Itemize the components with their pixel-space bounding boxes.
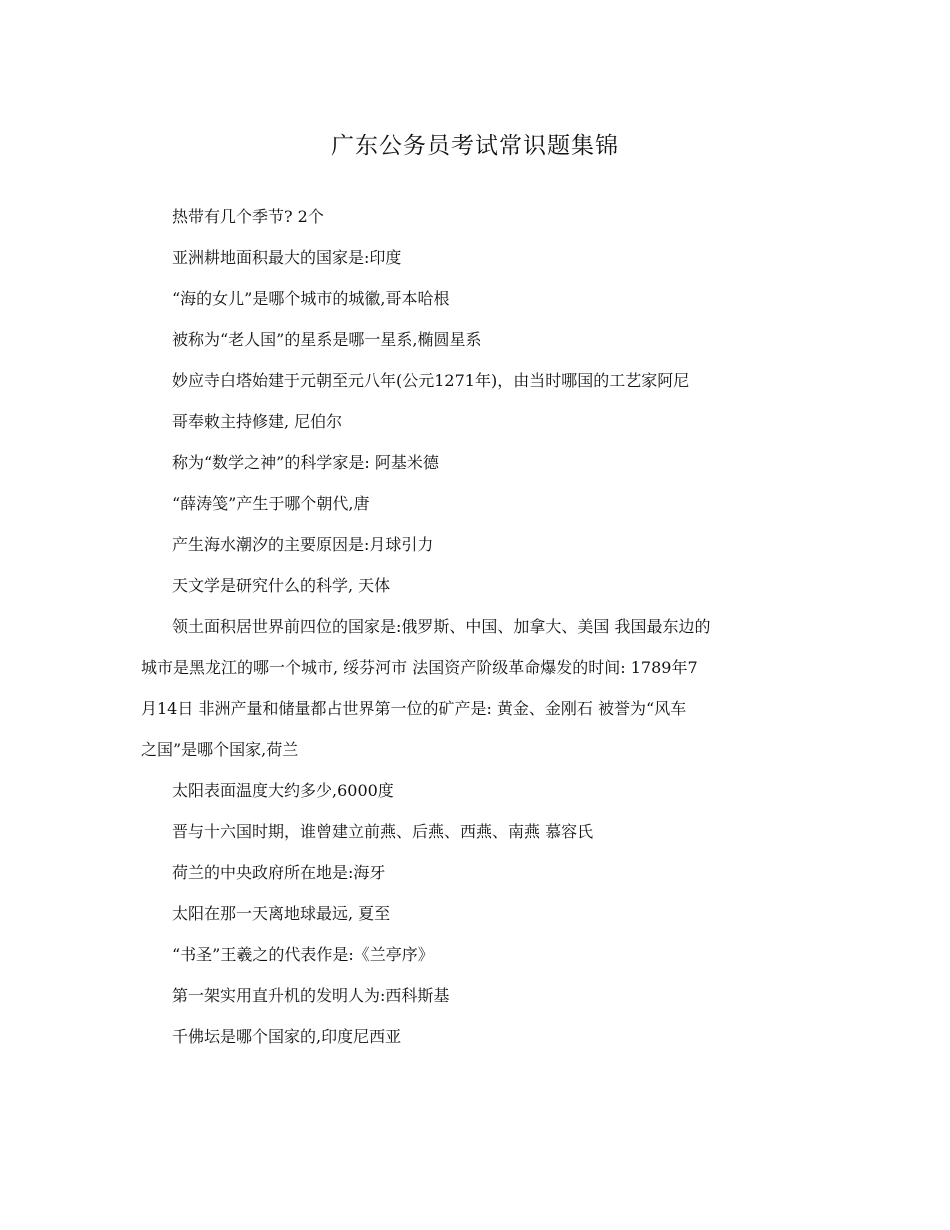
- document-title: 广东公务员考试常识题集锦: [331, 133, 619, 159]
- qa-line: 被称为“老人国”的星系是哪一星系,椭圆星系: [172, 330, 482, 349]
- qa-line: 太阳在那一天离地球最远, 夏至: [172, 904, 391, 923]
- qa-line: 亚洲耕地面积最大的国家是:印度: [172, 248, 402, 267]
- qa-line: 千佛坛是哪个国家的,印度尼西亚: [172, 1027, 402, 1046]
- qa-line: 热带有几个季节? 2个: [172, 207, 324, 226]
- paragraph-line: 城市是黑龙江的哪一个城市, 绥芬河市 法国资产阶级革命爆发的时间: 1789年7: [141, 658, 698, 677]
- qa-line: “书圣”王羲之的代表作是:《兰亭序》: [172, 945, 434, 964]
- qa-line: 产生海水潮汐的主要原因是:月球引力: [172, 535, 434, 554]
- paragraph-line: 月14日 非洲产量和储量都占世界第一位的矿产是: 黄金、金刚石 被誉为“风车: [141, 699, 687, 718]
- qa-line: 哥奉敕主持修建, 尼伯尔: [172, 412, 343, 431]
- qa-line: “海的女儿”是哪个城市的城徽,哥本哈根: [172, 289, 450, 308]
- qa-line: 妙应寺白塔始建于元朝至元八年(公元1271年)，由当时哪国的工艺家阿尼: [172, 371, 690, 390]
- qa-line: 第一架实用直升机的发明人为:西科斯基: [172, 986, 450, 1005]
- qa-line: 天文学是研究什么的科学, 天体: [172, 576, 391, 595]
- qa-line: 晋与十六国时期，谁曾建立前燕、后燕、西燕、南燕 慕容氏: [172, 822, 594, 841]
- paragraph-line: 之国”是哪个国家,荷兰: [141, 740, 299, 759]
- qa-line: 称为“数学之神”的科学家是: 阿基米德: [172, 453, 439, 472]
- paragraph-line: 领土面积居世界前四位的国家是:俄罗斯、中国、加拿大、美国 我国最东边的: [172, 617, 711, 636]
- document-body: [141, 196, 805, 1057]
- qa-paragraph: [141, 606, 805, 770]
- qa-line: “薛涛笺”产生于哪个朝代,唐: [172, 494, 370, 513]
- qa-line: 荷兰的中央政府所在地是:海牙: [172, 863, 386, 882]
- qa-line: 太阳表面温度大约多少,6000度: [172, 781, 394, 800]
